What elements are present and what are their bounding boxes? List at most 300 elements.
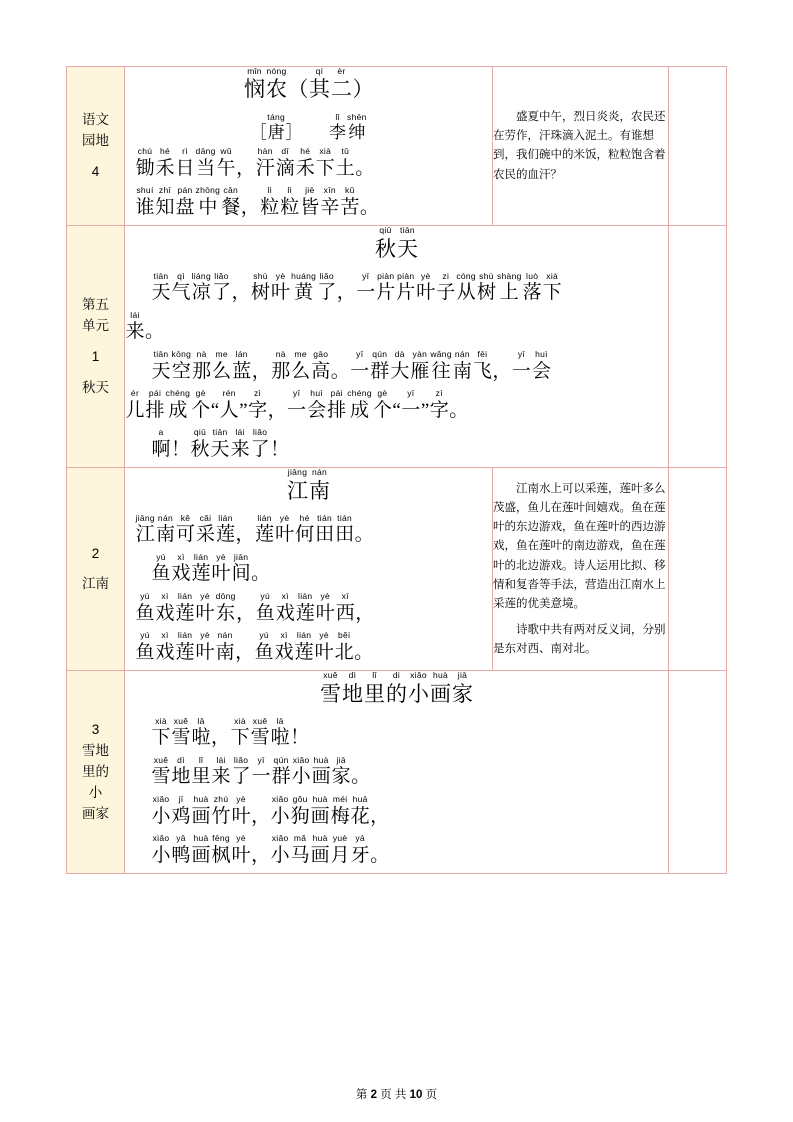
pinyin: zhī — [158, 185, 172, 196]
label-line: 秋天 — [82, 379, 109, 395]
hanzi: 谁 — [135, 196, 155, 218]
ruby-char — [320, 186, 339, 219]
hanzi: 群 — [271, 766, 291, 788]
ruby-char — [291, 834, 310, 867]
pinyin: shuí — [136, 185, 154, 196]
ruby-char — [497, 272, 522, 305]
hanzi: 戏 — [274, 641, 294, 663]
punctuation: “ — [210, 399, 220, 421]
hanzi: 竹 — [211, 805, 231, 827]
label-line: 园地 — [82, 132, 109, 148]
ruby-char — [172, 717, 191, 750]
hanzi: 画 — [430, 681, 451, 706]
hanzi: 莲 — [294, 641, 314, 663]
ruby-char — [477, 272, 496, 305]
pinyin: dì — [348, 670, 357, 681]
punctuation: ， — [211, 727, 231, 749]
pinyin: wǔ — [220, 146, 232, 157]
hanzi: 采 — [196, 524, 216, 546]
pinyin: yè — [236, 833, 246, 844]
hanzi: 树 — [251, 282, 271, 304]
poem-line — [125, 186, 492, 219]
ruby-char — [256, 592, 275, 625]
pinyin: gè — [195, 388, 206, 399]
hanzi: 来 — [125, 321, 145, 343]
hanzi: 莲 — [295, 602, 315, 624]
pinyin: dī — [281, 146, 290, 157]
pinyin: yè — [216, 552, 226, 563]
punctuation: ， — [236, 157, 256, 179]
ruby-char — [351, 834, 370, 867]
hanzi: 叶 — [315, 602, 335, 624]
hanzi: 的 — [386, 681, 407, 706]
page-footer — [0, 1086, 793, 1102]
hanzi: 了 — [231, 766, 251, 788]
hanzi: 南 — [155, 524, 175, 546]
hanzi: 里 — [364, 681, 385, 706]
pinyin: xiǎo — [271, 833, 289, 844]
hanzi: 二 — [331, 77, 352, 102]
ruby-char — [248, 389, 267, 422]
ruby-char — [232, 553, 251, 586]
pinyin: jiān — [233, 552, 249, 563]
ruby-char — [453, 350, 472, 383]
hanzi: 莲 — [255, 524, 275, 546]
footer-total-pages: 10 — [409, 1089, 423, 1101]
pinyin: yuè — [332, 833, 348, 844]
ruby-char — [126, 311, 145, 344]
ruby-char — [255, 631, 274, 664]
ruby-char — [192, 717, 211, 750]
hanzi: 盘 — [175, 196, 195, 218]
hanzi: 叶 — [231, 844, 251, 866]
ruby-char — [156, 592, 175, 625]
hanzi: 江 — [135, 524, 155, 546]
ruby-char — [196, 592, 215, 625]
pinyin: liǎo — [319, 270, 334, 281]
hanzi: 当 — [196, 157, 216, 179]
poem-body-qiutian — [125, 226, 669, 468]
ruby-char — [543, 272, 562, 305]
hanzi: 鱼 — [135, 641, 155, 663]
poem-title-xuedi — [125, 671, 668, 707]
pinyin: qún — [372, 349, 388, 360]
punctuation: ” — [239, 399, 248, 421]
pinyin: xuě — [252, 716, 268, 726]
ruby-char — [375, 226, 396, 262]
pinyin: hàn — [257, 146, 273, 157]
pinyin: lián — [177, 591, 193, 602]
pinyin: tián — [337, 513, 353, 524]
pinyin: huáng — [291, 270, 317, 281]
hanzi: 秋 — [375, 236, 396, 261]
ruby-char — [231, 428, 250, 461]
punctuation: “ — [392, 399, 401, 421]
pinyin: dì — [177, 755, 185, 766]
ruby-char — [156, 514, 175, 547]
ruby-char — [196, 186, 221, 219]
hanzi: 小 — [270, 805, 290, 827]
ruby-char — [196, 147, 216, 180]
hanzi: 一 — [401, 399, 421, 421]
hanzi: 小 — [408, 681, 429, 706]
row-label-yuwen-yuandi-4 — [67, 67, 125, 226]
pinyin: qì — [177, 270, 185, 281]
hanzi: 江 — [287, 478, 308, 503]
hanzi: 儿 — [125, 399, 145, 421]
hanzi: 日 — [175, 157, 195, 179]
tail-cell — [669, 67, 727, 226]
poem-line — [125, 592, 492, 625]
hanzi: 雁 — [410, 360, 430, 382]
pinyin: lā — [197, 716, 205, 726]
pinyin: me — [215, 349, 228, 360]
hanzi: 狗 — [290, 805, 310, 827]
ruby-char — [312, 756, 331, 789]
hanzi: 下 — [230, 727, 250, 749]
poem-line — [125, 717, 668, 750]
hanzi: 凉 — [191, 282, 211, 304]
hanzi: 成 — [168, 399, 188, 421]
pinyin: me — [294, 349, 307, 360]
hanzi: 个 — [191, 399, 211, 421]
ruby-char — [172, 795, 191, 828]
pinyin: yú — [156, 552, 166, 563]
ruby-char — [271, 272, 290, 305]
punctuation: ， — [267, 399, 287, 421]
hanzi: 么 — [291, 360, 311, 382]
hanzi: 个 — [372, 399, 392, 421]
ruby-char — [307, 389, 326, 422]
ruby-char — [309, 468, 330, 504]
ruby-char — [192, 795, 211, 828]
hanzi: 知 — [155, 196, 175, 218]
pinyin: fēi — [477, 349, 488, 360]
punctuation: ， — [236, 602, 256, 624]
hanzi: 画 — [310, 805, 330, 827]
hanzi: 雪 — [250, 727, 270, 749]
pinyin: huà — [193, 794, 209, 805]
pinyin: zì — [254, 388, 262, 399]
pinyin: yú — [140, 630, 150, 641]
ruby-char — [271, 717, 290, 750]
poem-line — [125, 272, 668, 305]
label-line: 小 — [88, 784, 103, 800]
tail-cell — [669, 226, 727, 468]
pinyin: lán — [235, 349, 248, 360]
ruby-char — [309, 67, 330, 103]
ruby-char — [152, 756, 171, 789]
hanzi: 鱼 — [255, 602, 275, 624]
pinyin: xiǎo — [292, 755, 310, 766]
ruby-char — [320, 671, 341, 707]
ruby-char — [221, 186, 240, 219]
pinyin: jiā — [457, 670, 468, 681]
ruby-char — [192, 756, 211, 789]
hanzi: 秋 — [190, 438, 210, 460]
hanzi: 啦 — [270, 727, 290, 749]
hanzi: 土 — [335, 157, 355, 179]
pinyin: kōng — [171, 349, 192, 360]
pinyin: dà — [394, 349, 405, 360]
hanzi: 树 — [476, 282, 496, 304]
pinyin: huà — [313, 755, 329, 766]
poem-body-xuedi — [125, 671, 669, 874]
pinyin: xī — [341, 591, 349, 602]
ruby-char — [373, 389, 392, 422]
hanzi: 成 — [350, 399, 370, 421]
pinyin: pái — [330, 388, 343, 399]
pinyin: táng — [267, 111, 286, 122]
pinyin: zhōng — [195, 185, 221, 196]
pinyin: huà — [312, 794, 328, 805]
pinyin: nà — [196, 349, 207, 360]
pinyin: yè — [275, 270, 286, 281]
hanzi: 戏 — [275, 602, 295, 624]
pinyin: tǔ — [341, 146, 350, 157]
hanzi: 梅 — [330, 805, 350, 827]
pinyin: tiān — [212, 427, 228, 438]
ruby-char — [275, 514, 294, 547]
hanzi: 会 — [531, 360, 551, 382]
ruby-char — [136, 147, 155, 180]
pinyin: mǐn — [247, 66, 262, 76]
hanzi: 汗 — [255, 157, 275, 179]
ruby-char — [244, 67, 265, 103]
ruby-char — [408, 671, 429, 707]
ruby-char — [401, 389, 420, 422]
hanzi: 片 — [396, 282, 416, 304]
pinyin: méi — [332, 794, 348, 805]
ruby-char — [291, 272, 316, 305]
ruby-char — [212, 795, 231, 828]
ruby-char — [166, 389, 191, 422]
pinyin: nán — [217, 630, 233, 641]
pinyin: jī — [178, 794, 184, 805]
hanzi: 啊 — [151, 438, 171, 460]
ruby-char — [275, 631, 294, 664]
pinyin: nán — [311, 467, 328, 478]
poem-table — [66, 66, 727, 874]
ruby-char — [473, 350, 492, 383]
pinyin: lái — [130, 310, 140, 321]
ruby-char — [296, 592, 315, 625]
label-spacer — [67, 368, 124, 378]
ruby-char — [152, 717, 171, 750]
hanzi: 叶 — [231, 805, 251, 827]
pinyin: lián — [218, 513, 233, 524]
hanzi: 地 — [342, 681, 363, 706]
ruby-char — [172, 350, 192, 383]
hanzi: 南 — [309, 478, 330, 503]
punctuation: ， — [235, 641, 255, 663]
hanzi: 东 — [216, 602, 236, 624]
hanzi: 唐 — [267, 122, 285, 142]
pinyin: lǐ — [335, 111, 340, 122]
pinyin: liáng — [191, 270, 211, 281]
ruby-char — [136, 186, 155, 219]
ruby-char — [172, 272, 191, 305]
hanzi: 里 — [191, 766, 211, 788]
pinyin: chéng — [347, 388, 372, 399]
label-line: 语文 — [82, 111, 109, 127]
ruby-char — [211, 428, 230, 461]
hanzi: 田 — [315, 524, 335, 546]
ruby-char — [390, 350, 409, 383]
hanzi: 锄 — [135, 157, 155, 179]
hanzi: 辛 — [320, 196, 340, 218]
ruby-char — [316, 147, 335, 180]
pinyin: luò — [526, 270, 539, 281]
ruby-char — [176, 631, 195, 664]
ruby-char — [152, 428, 171, 461]
poem-line — [125, 631, 492, 664]
ruby-char — [523, 272, 542, 305]
pinyin: hé — [299, 513, 310, 524]
pinyin: xuě — [173, 716, 189, 726]
ruby-char — [212, 553, 231, 586]
pinyin: xì — [280, 630, 288, 641]
hanzi: 小 — [270, 844, 290, 866]
ruby-char — [276, 592, 295, 625]
pinyin: yú — [259, 630, 269, 641]
poem-title-qiutian — [125, 226, 668, 262]
pinyin: yī — [407, 388, 415, 399]
hanzi: 粒 — [260, 196, 280, 218]
hanzi: 莲 — [175, 602, 195, 624]
pinyin: xiǎo — [410, 670, 427, 681]
ruby-char — [251, 272, 270, 305]
punctuation: 。 — [354, 641, 374, 663]
pinyin: shù — [479, 270, 494, 281]
pinyin: qiū — [379, 225, 392, 236]
row-label-unit5-qiutian — [67, 226, 125, 468]
ruby-char — [280, 186, 299, 219]
poem-line — [125, 756, 668, 789]
pinyin: tián — [317, 513, 333, 524]
pinyin: shàng — [496, 270, 522, 281]
ruby-char — [192, 350, 211, 383]
tail-cell — [669, 671, 727, 874]
pinyin: yè — [421, 270, 431, 281]
ruby-char — [146, 389, 165, 422]
ruby-char — [350, 350, 369, 383]
hanzi: 一 — [251, 766, 271, 788]
poem-line — [125, 795, 668, 828]
pinyin: qiū — [193, 427, 207, 438]
ruby-char — [311, 350, 330, 383]
pinyin: chú — [137, 146, 153, 157]
punctuation: ， — [235, 524, 255, 546]
hanzi: 间 — [231, 563, 251, 585]
pinyin: xì — [281, 591, 289, 602]
poem-author-minnong — [125, 113, 492, 144]
hanzi: 会 — [307, 399, 327, 421]
pinyin: pán — [177, 185, 193, 196]
pinyin: lái — [216, 755, 226, 766]
hanzi: 一 — [356, 282, 376, 304]
table-row — [67, 671, 727, 874]
ruby-char — [335, 514, 354, 547]
ruby-char — [271, 795, 290, 828]
row-label-xuedi — [67, 671, 125, 874]
poem-body-minnong — [125, 67, 493, 226]
pinyin: qún — [273, 755, 289, 766]
hanzi: 上 — [499, 282, 519, 304]
hanzi: 西 — [335, 602, 355, 624]
punctuation: ， — [492, 360, 512, 382]
ruby-char — [430, 389, 449, 422]
ruby-char — [260, 186, 279, 219]
footer-page-number: 2 — [370, 1089, 377, 1101]
pinyin: yī — [362, 270, 370, 281]
ruby-char — [376, 272, 395, 305]
hanzi: 一 — [287, 399, 307, 421]
pinyin: lì — [287, 185, 293, 196]
ruby-char — [311, 834, 330, 867]
punctuation: ！ — [290, 727, 310, 749]
ruby-char — [332, 756, 351, 789]
pinyin: huì — [535, 349, 548, 360]
hanzi: 叶 — [211, 563, 231, 585]
hanzi: 李 — [329, 122, 347, 142]
note-jiangnan — [493, 468, 669, 671]
ruby-char — [126, 389, 145, 422]
pinyin: gè — [377, 388, 388, 399]
hanzi: 南 — [452, 360, 472, 382]
ruby-char — [336, 147, 355, 180]
hanzi: 可 — [175, 524, 195, 546]
pinyin: gāo — [313, 349, 329, 360]
ruby-char — [340, 186, 359, 219]
ruby-char — [266, 67, 287, 103]
hanzi: 群 — [370, 360, 390, 382]
hanzi: 鱼 — [135, 602, 155, 624]
pinyin: huì — [310, 388, 324, 399]
pinyin: xì — [161, 630, 169, 641]
poem-line — [125, 428, 668, 461]
label-line: 2 — [91, 545, 100, 561]
pinyin: yú — [260, 591, 270, 602]
pinyin: hé — [159, 146, 171, 157]
ruby-char — [156, 147, 175, 180]
hanzi: 鱼 — [254, 641, 274, 663]
pinyin: jiā — [336, 755, 346, 766]
ruby-char — [196, 631, 215, 664]
ruby-char — [152, 272, 171, 305]
hanzi: 画 — [191, 844, 211, 866]
hanzi: 地 — [171, 766, 191, 788]
pinyin: lǐ — [372, 670, 377, 681]
pinyin: xiǎo — [152, 794, 170, 805]
ruby-char — [251, 717, 270, 750]
ruby-char — [251, 428, 270, 461]
ruby-char — [216, 631, 235, 664]
hanzi: 叶 — [275, 524, 295, 546]
pinyin: yè — [320, 591, 331, 602]
ruby-char — [267, 113, 285, 144]
ruby-char — [456, 272, 476, 305]
ruby-char — [291, 795, 310, 828]
ruby-char — [430, 671, 451, 707]
ruby-char — [410, 350, 429, 383]
ruby-char — [532, 350, 551, 383]
ruby-char — [136, 514, 155, 547]
ruby-char — [430, 350, 452, 383]
ruby-char — [212, 756, 231, 789]
punctuation: ， — [355, 602, 375, 624]
ruby-char — [291, 350, 310, 383]
